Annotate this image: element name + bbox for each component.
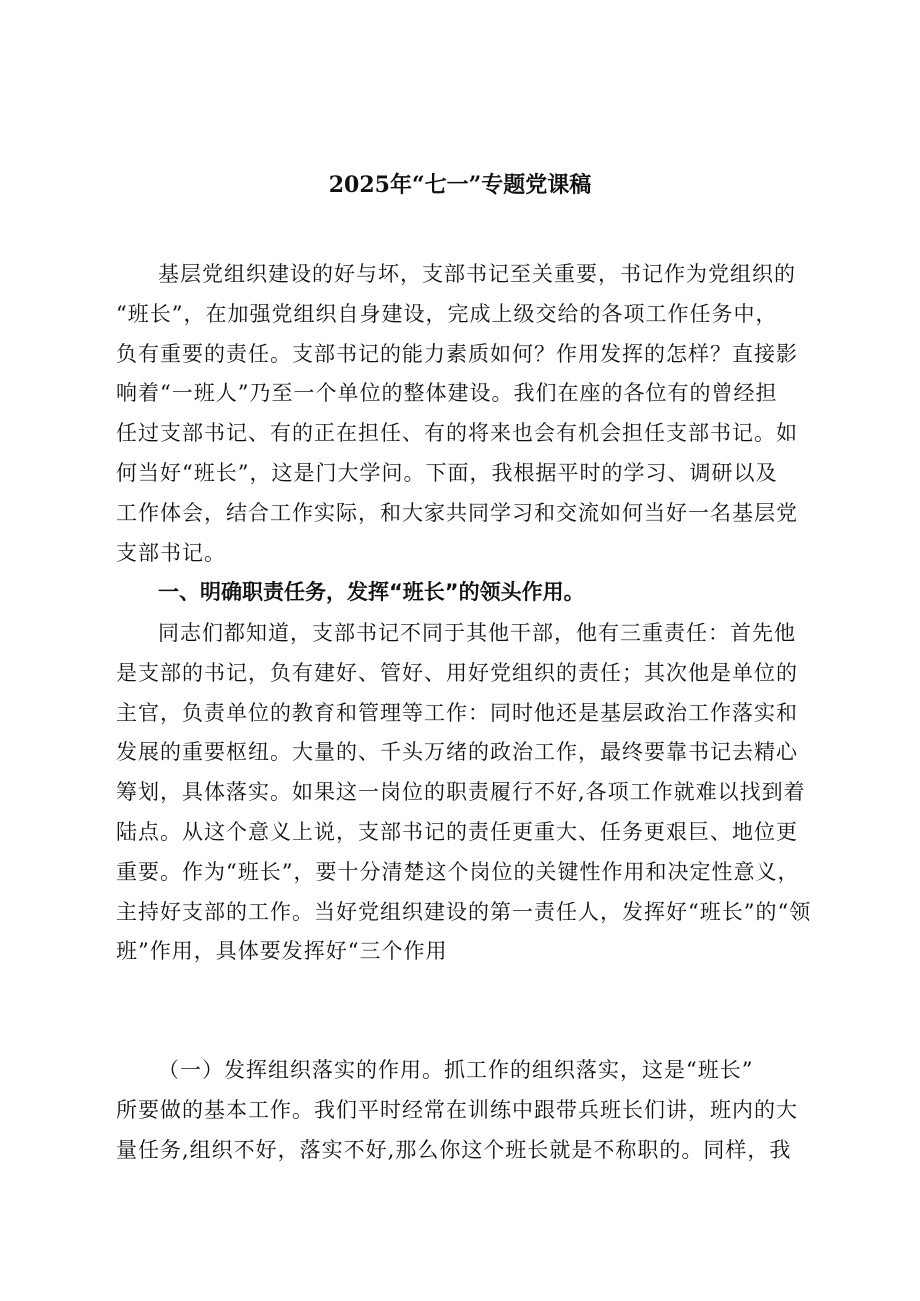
text-line: 主官，负责单位的教育和管理等工作：同时他还是基层政治工作落实和 <box>116 700 798 725</box>
text-line: 工作体会，结合工作实际，和大家共同学习和交流如何当好一名基层党 <box>116 500 798 525</box>
text-line: 陆点。从这个意义上说，支部书记的责任更重大、任务更艰巨、地位更 <box>116 819 798 844</box>
text-line: “班长”，在加强党组织自身建设，完成上级交给的各项工作任务中， <box>116 301 778 326</box>
text-line: 何当好“班长”，这是门大学问。下面，我根据平时的学习、调研以及 <box>116 460 778 485</box>
document-title: 2025年“七一”专题党课稿 <box>328 172 592 198</box>
text-line: 主持好支部的工作。当好党组织建设的第一责任人，发挥好“班长”的“领 <box>116 899 812 924</box>
section-heading: 一、明确职责任务，发挥“班长”的领头作用。 <box>158 580 585 605</box>
text-line: 支部书记。 <box>116 540 226 565</box>
text-line: 基层党组织建设的好与坏，支部书记至关重要，书记作为党组织的 <box>158 262 796 286</box>
paragraph-responsibilities <box>116 614 842 972</box>
text-line: 重要。作为“班长”，要十分清楚这个岗位的关键性作用和决定性意义， <box>116 859 800 884</box>
text-line: （一）发挥组织落实的作用。抓工作的组织落实，这是“班长” <box>158 1058 754 1082</box>
text-line: 是支部的书记，负有建好、管好、用好党组织的责任；其次他是单位的 <box>116 660 798 685</box>
paragraph-intro <box>116 255 842 613</box>
text-line: 量任务,组织不好，落实不好,那么你这个班长就是不称职的。同样，我 <box>116 1137 792 1162</box>
text-line: 发展的重要枢纽。大量的、千头万绪的政治工作，最终要靠书记去精心 <box>116 740 798 765</box>
text-line: 班”作用，具体要发挥好“三个作用 <box>116 939 448 964</box>
text-line: 筹划，具体落实。如果这一岗位的职责履行不好,各项工作就难以找到着 <box>116 780 806 805</box>
text-line: 所要做的基本工作。我们平时经常在训练中跟带兵班长们讲，班内的大 <box>116 1097 798 1122</box>
text-line: 响着“一班人”乃至一个单位的整体建设。我们在座的各位有的曾经担 <box>116 381 778 406</box>
paragraph-organization <box>116 1051 842 1170</box>
text-line: 任过支部书记、有的正在担任、有的将来也会有机会担任支部书记。如 <box>116 421 798 446</box>
text-line: 同志们都知道，支部书记不同于其他干部，他有三重责任：首先他 <box>158 621 796 645</box>
text-line: 负有重要的责任。支部书记的能力素质如何？作用发挥的怎样？直接影 <box>116 341 798 366</box>
